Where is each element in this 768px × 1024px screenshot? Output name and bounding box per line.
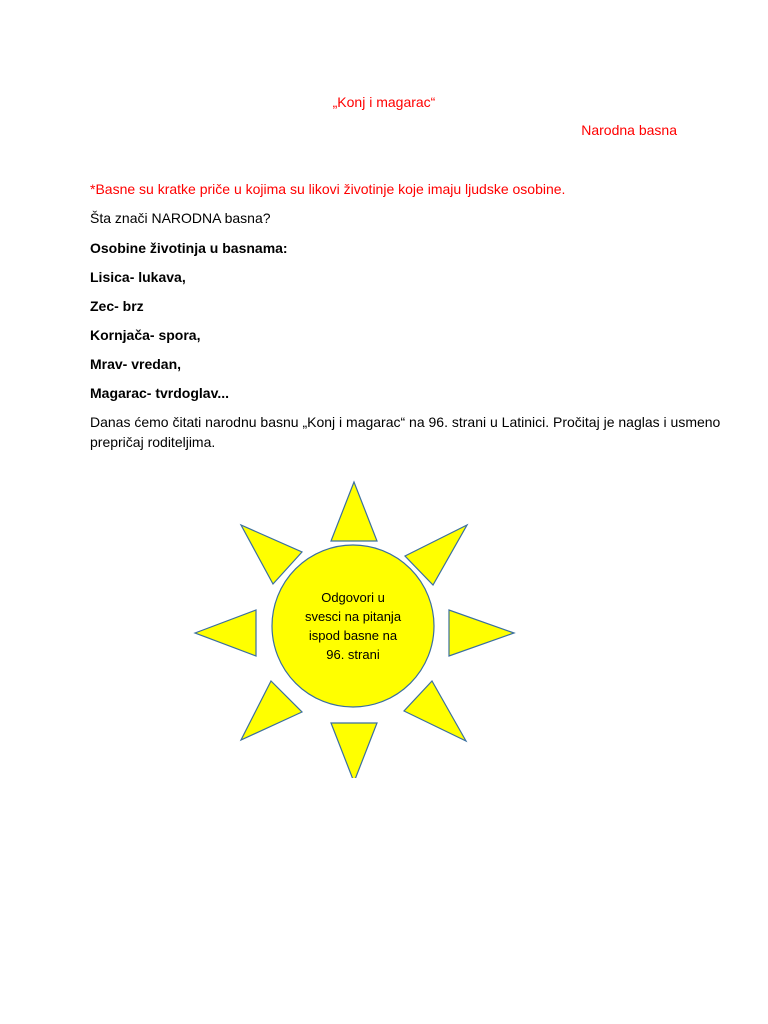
document-title: „Konj i magarac“ <box>332 94 436 110</box>
sun-text-line-2: svesci na pitanja <box>304 609 402 624</box>
sun-center-text <box>272 548 434 704</box>
sun-text-line-3: ispod basne na <box>308 628 398 643</box>
trait-item-turtle: Kornjača- spora, <box>90 327 201 343</box>
trait-item-fox: Lisica- lukava, <box>90 269 186 285</box>
traits-heading: Osobine životinja u basnama: <box>90 240 288 256</box>
trait-item-hare: Zec- brz <box>90 298 144 314</box>
sun-ray-top <box>331 482 377 541</box>
fable-definition-note: *Basne su kratke priče u kojima su likovi životinje koje imaju ljudske osobine. <box>90 181 566 197</box>
trait-item-ant: Mrav- vredan, <box>90 356 182 372</box>
instruction-line-1: Danas ćemo čitati narodnu basnu „Konj i magarac“ na 96. strani u Latinici. Pročitaj je naglas i usmeno <box>90 414 721 430</box>
sun-ray-bottom <box>331 723 377 778</box>
sun-text-line-4: 96. strani <box>326 647 380 662</box>
document-subtitle: Narodna basna <box>581 122 677 138</box>
trait-item-donkey: Magarac- tvrdoglav... <box>90 385 230 401</box>
sun-ray-left <box>195 610 256 656</box>
instruction-line-2: prepričaj roditeljima. <box>90 434 216 450</box>
sun-text-line-1: Odgovori u <box>321 590 385 605</box>
sun-ray-right <box>449 610 514 656</box>
question-line: Šta znači NARODNA basna? <box>90 210 271 226</box>
